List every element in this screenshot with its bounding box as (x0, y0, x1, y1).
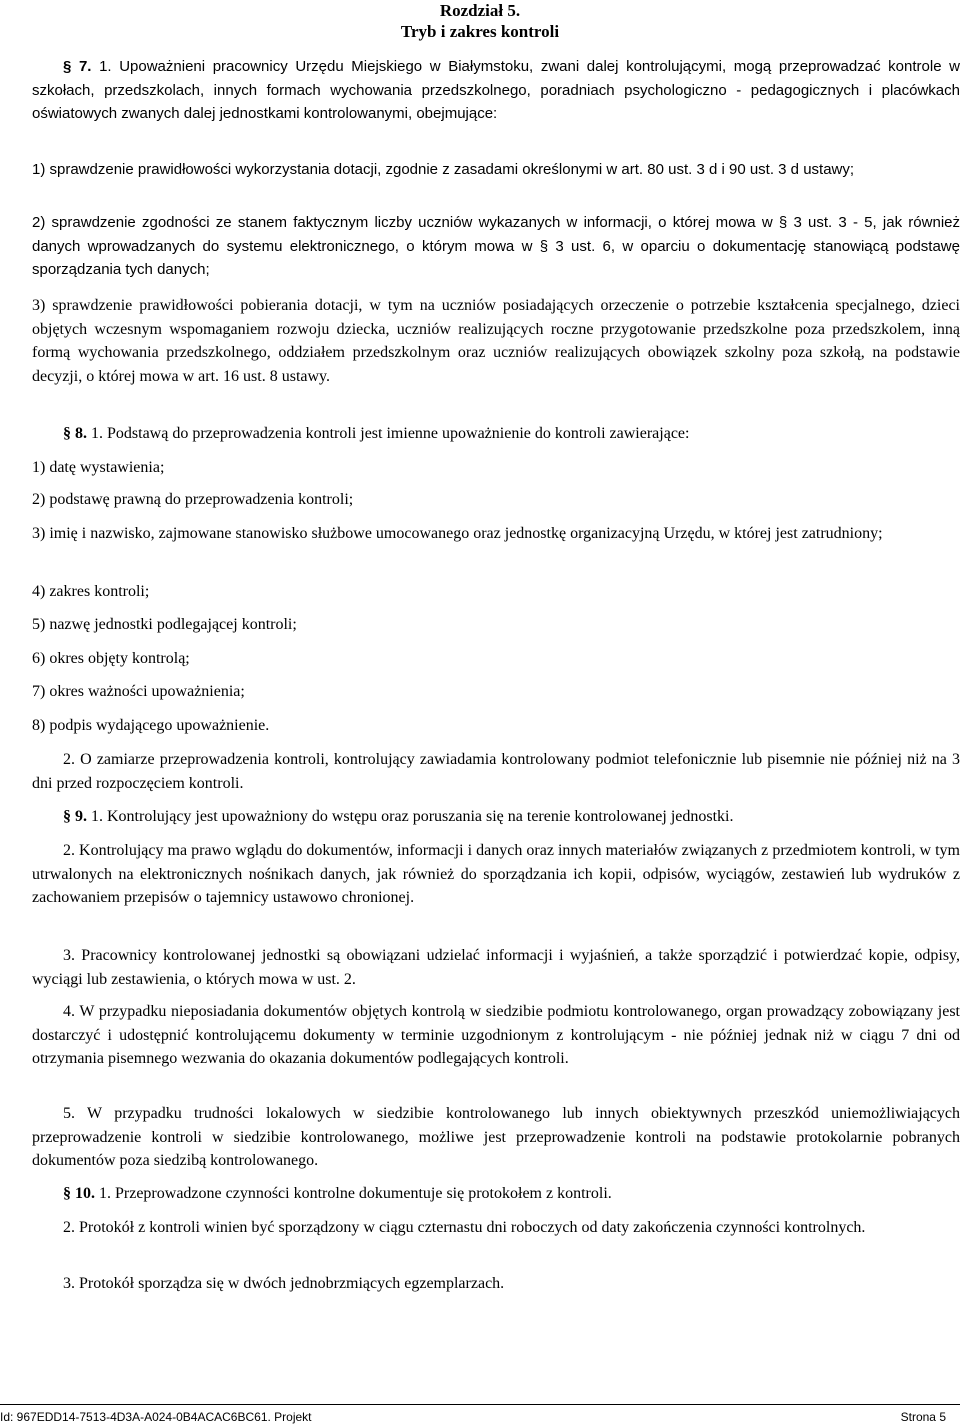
page-number: Strona 5 (900, 1410, 946, 1424)
list-item: 2) sprawdzenie zgodności ze stanem faktycznym liczby uczniów wykazanych w informacji, o której mowa w § 3 ust. 3 - 5, jak również danych wprowadzanych do systemu elektronicznego, o którym mowa w § 3 ust. 6, w oparciu o dokumentację stanowiącą podstawę sporządzania tych danych; (32, 214, 960, 278)
footer-divider (0, 1404, 960, 1405)
list-item: 2) podstawę prawną do przeprowadzenia kontroli; (32, 491, 354, 508)
list-item: 5) nazwę jednostki podlegającej kontroli; (32, 616, 297, 633)
chapter-number: Rozdział 5. (439, 1, 521, 20)
paragraph-number: 1. (99, 58, 112, 75)
list-item: 3) sprawdzenie prawidłowości pobierania dotacji, w tym na uczniów posiadających orzeczenie o potrzebie kształcenia specjalnego, dzieci objętych wczesnym wspomaganiem rozwoju dziecka, uczniów realizujących roczne przygotowanie przedszkolne poza przedszkolem, inną formą wychowania przedszkolnego, oddziałem przedszkolnym oraz uczniów realizujących obowiązek szkolny poza szkołą, na podstawie decyzji, o której mowa w art. 16 ust. 8 ustawy. (32, 297, 960, 385)
paragraph-mark: § 10. (63, 1185, 95, 1202)
paragraph-text: 3. Protokół sporządza się w dwóch jednobrzmiących egzemplarzach. (63, 1275, 505, 1292)
list-item: 7) okres ważności upoważnienia; (32, 683, 245, 700)
paragraph-text: 4. W przypadku nieposiadania dokumentów objętych kontrolą w siedzibie podmiotu kontrolowanego, organ prowadzący zobowiązany jest dostarczyć i udostępnić kontrolującemu dokumenty w terminie uzgodnionym z kontrolującym - nie później jednak niż w ciągu 7 dni od otrzymania pisemnego wezwania do okazania dokumentów podlegających kontroli. (32, 1003, 960, 1067)
paragraph-text: Upoważnieni pracownicy Urzędu Miejskiego w Białymstoku, zwani dalej kontrolującymi, mogą przeprowadzać kontrole w szkołach, przedszkolach, innych formach wychowania przedszkolnego, poradniach psychologiczno - pedagogicznych i placówkach oświatowych zwanych dalej jednostkami kontrolowanymi, obejmujące: (32, 58, 960, 122)
paragraph-number: 1. (91, 425, 103, 442)
list-item: 6) okres objęty kontrolą; (32, 650, 190, 667)
list-item: 1) datę wystawienia; (32, 459, 165, 476)
list-item: 4) zakres kontroli; (32, 583, 150, 600)
paragraph-9-intro (32, 805, 960, 829)
list-item: 3) imię i nazwisko, zajmowane stanowisko służbowe umocowanego oraz jednostkę organizacyjną Urzędu, w której jest zatrudniony; (32, 525, 883, 542)
list-item: 8) podpis wydającego upoważnienie. (32, 717, 270, 734)
paragraph-text: 3. Pracownicy kontrolowanej jednostki są obowiązani udzielać informacji i wyjaśnień, a także sporządzić i potwierdzać kopie, odpisy, wyciągi lub zestawienia, o których mowa w ust. 2. (32, 947, 960, 988)
paragraph-text: 5. W przypadku trudności lokalowych w siedzibie kontrolowanego lub innych obiektywnych przeszkód uniemożliwiających przeprowadzenie kontroli w siedzibie kontrolowanego, możliwe jest przeprowadzenie kontroli na podstawie protokolarnie pobranych dokumentów poza siedzibą kontrolowanego. (32, 1105, 960, 1169)
document-id: Id: 967EDD14-7513-4D3A-A024-0B4ACAC6BC61. Projekt (0, 1410, 312, 1424)
list-item: 1) sprawdzenie prawidłowości wykorzystania dotacji, zgodnie z zasadami określonymi w art. 80 ust. 3 d i 90 ust. 3 d ustawy; (32, 161, 855, 178)
chapter-title: Tryb i zakres kontroli (400, 22, 560, 41)
paragraph-text: Podstawą do przeprowadzenia kontroli jest imienne upoważnienie do kontroli zawierające: (107, 425, 690, 442)
paragraph-text: 2. Protokół z kontroli winien być sporządzony w ciągu czternastu dni roboczych od daty zakończenia czynności kontrolnych. (63, 1219, 866, 1236)
paragraph-mark: § 7. (63, 58, 92, 75)
paragraph-text: 1. Przeprowadzone czynności kontrolne dokumentuje się protokołem z kontroli. (99, 1185, 612, 1202)
paragraph-mark: § 9. (63, 808, 87, 825)
paragraph-mark: § 8. (63, 425, 87, 442)
paragraph-10-intro (32, 1182, 960, 1206)
paragraph-text: 1. Kontrolujący jest upoważniony do wstępu oraz poruszania się na terenie kontrolowanej jednostki. (91, 808, 734, 825)
paragraph-7-intro (32, 55, 960, 126)
paragraph-8-intro (32, 422, 960, 446)
paragraph-text: 2. Kontrolujący ma prawo wglądu do dokumentów, informacji i danych oraz innych materiałów związanych z przedmiotem kontroli, w tym utrwalonych na elektronicznych nośnikach danych, jak również do sporządzania ich kopii, odpisów, wyciągów, zestawień lub wydruków z zachowaniem przepisów o tajemnicy ustawowo chronionej. (32, 842, 960, 906)
paragraph-text: 2. O zamiarze przeprowadzenia kontroli, kontrolujący zawiadamia kontrolowany podmiot telefonicznie lub pisemnie nie później niż na 3 dni przed rozpoczęciem kontroli. (32, 751, 960, 792)
